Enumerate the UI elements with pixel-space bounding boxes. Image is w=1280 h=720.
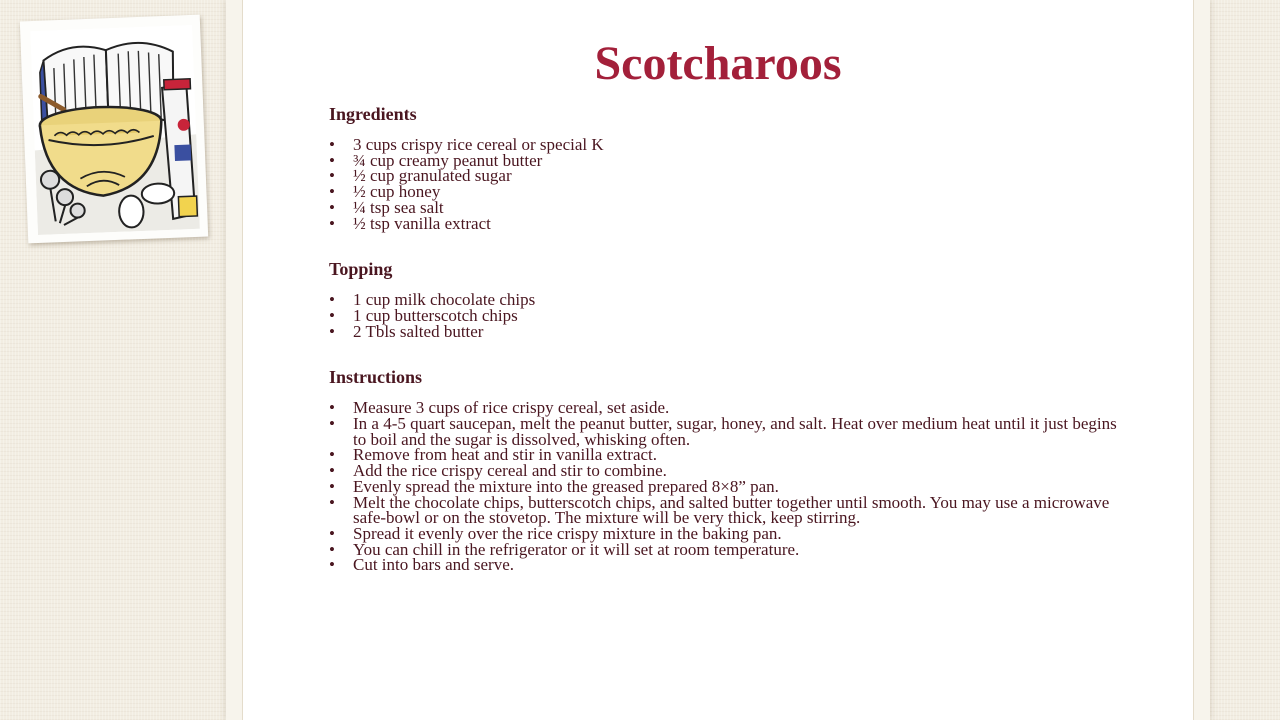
- list-item: • ½ tsp vanilla extract: [329, 216, 1119, 232]
- instruction-step: • Remove from heat and stir in vanilla extract.: [329, 447, 1119, 463]
- ingredients-list: [329, 137, 1119, 231]
- instruction-step: • Spread it evenly over the rice crispy mixture in the baking pan.: [329, 526, 1119, 542]
- instruction-step: • You can chill in the refrigerator or it will set at room temperature.: [329, 542, 1119, 558]
- instruction-step: • In a 4-5 quart saucepan, melt the peanut butter, sugar, honey, and salt. Heat over medium heat until it just begins to boil and the sugar is dissolved, whisking often.: [329, 416, 1119, 447]
- list-item: • 2 Tbls salted butter: [329, 324, 1119, 340]
- recipe-body: [329, 102, 1119, 573]
- instruction-step: • Melt the chocolate chips, butterscotch chips, and salted butter together until smooth. You may use a microwave safe-bowl or on the stovetop. The mixture will be very thick, keep stirring.: [329, 495, 1119, 526]
- list-item: • ½ cup granulated sugar: [329, 168, 1119, 184]
- instruction-step: • Evenly spread the mixture into the greased prepared 8×8” pan.: [329, 479, 1119, 495]
- list-item: • ½ cup honey: [329, 184, 1119, 200]
- baking-clipart-icon: [30, 25, 200, 235]
- topping-heading: Topping: [329, 259, 393, 280]
- list-item: • ¼ tsp sea salt: [329, 200, 1119, 216]
- list-item: • ¾ cup creamy peanut butter: [329, 153, 1119, 169]
- instructions-heading: Instructions: [329, 367, 423, 388]
- instruction-step: • Cut into bars and serve.: [329, 557, 1119, 573]
- list-item: • 3 cups crispy rice cereal or special K: [329, 137, 1119, 153]
- list-item: • 1 cup butterscotch chips: [329, 308, 1119, 324]
- baking-photo-card: [20, 15, 208, 244]
- instructions-list: [329, 400, 1119, 573]
- topping-list: [329, 292, 1119, 339]
- list-item: • 1 cup milk chocolate chips: [329, 292, 1119, 308]
- instruction-step: • Measure 3 cups of rice crispy cereal, set aside.: [329, 400, 1119, 416]
- instruction-step: • Add the rice crispy cereal and stir to combine.: [329, 463, 1119, 479]
- ingredients-heading: Ingredients: [329, 104, 417, 124]
- recipe-title: Scotcharoos: [594, 37, 842, 90]
